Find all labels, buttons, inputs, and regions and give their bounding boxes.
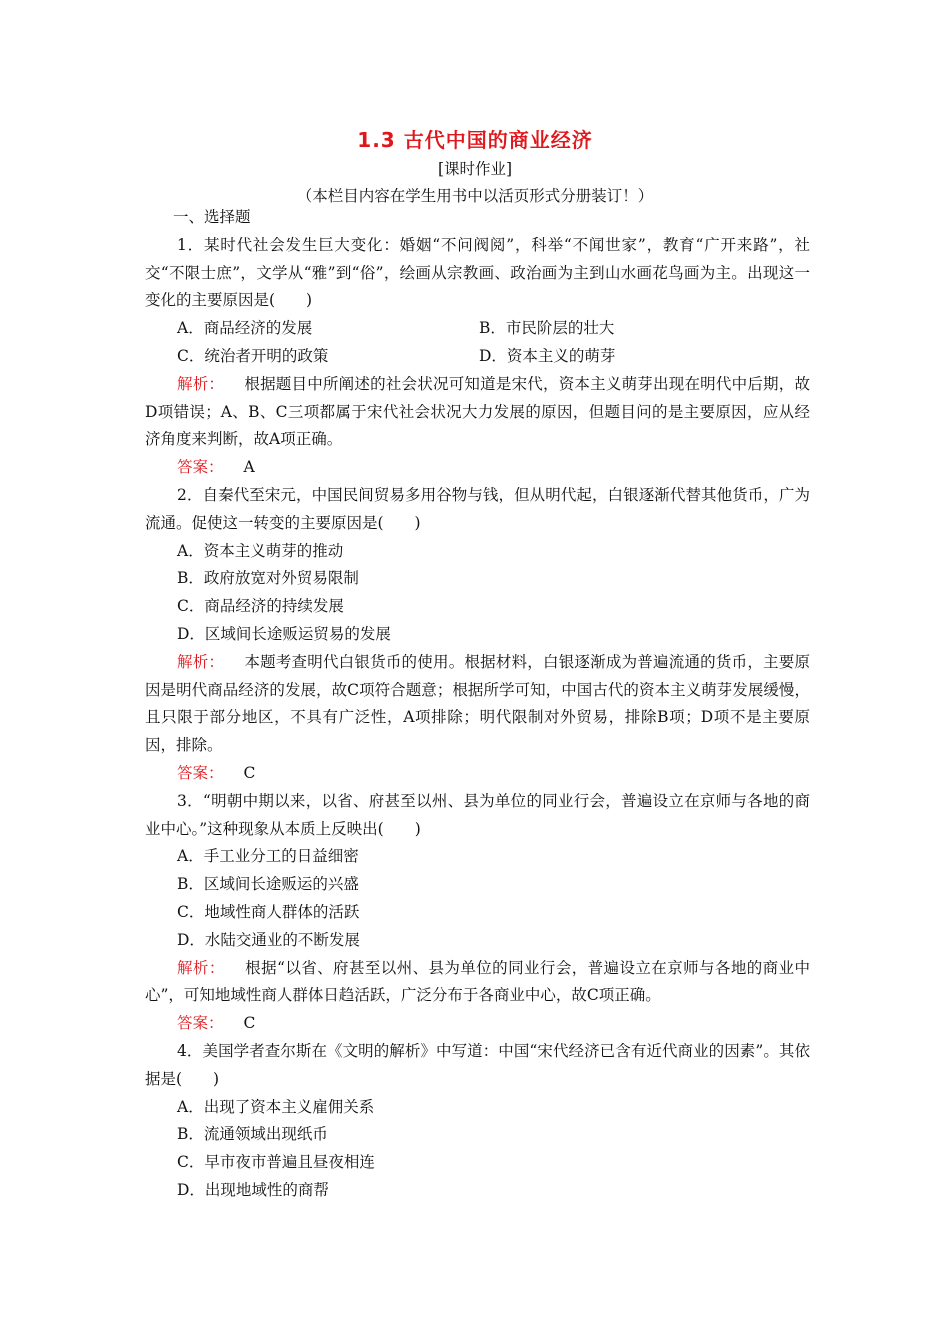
question-1-options-row-1 — [145, 315, 810, 343]
question-3-analysis — [145, 955, 810, 1011]
question-2-answer-value: C — [243, 763, 256, 782]
question-4-option-c: C．早市夜市普遍且昼夜相连 — [177, 1153, 375, 1172]
question-3-answer — [145, 1010, 810, 1038]
analysis-label: 解析： — [177, 374, 225, 393]
question-1-stem: 1．某时代社会发生巨大变化：婚姻“不问阀阅”，科举“不闻世家”，教育“广开来路”，社交“不限士庶”，文学从“雅”到“俗”，绘画从宗教画、政治画为主到山水画花鸟画为主。出现这一变化的主要原因是( ) — [145, 235, 810, 310]
question-2-stem: 2．自秦代至宋元，中国民间贸易多用谷物与钱，但从明代起，白银逐渐代替其他货币，广为流通。促使这一转变的主要原因是( ) — [145, 485, 810, 532]
question-2-answer — [145, 760, 810, 788]
question-1-option-b: B．市民阶层的壮大 — [479, 319, 615, 338]
question-1-answer — [145, 454, 810, 482]
question-3-analysis-text: 根据“以省、府甚至以州、县为单位的同业行会，普遍设立在京师与各地的商业中心”，可知地域性商人群体日趋活跃，广泛分布于各商业中心，故C项正确。 — [145, 958, 810, 1005]
analysis-label: 解析： — [177, 652, 225, 671]
binding-note: （本栏目内容在学生用书中以活页形式分册装订！） — [296, 187, 654, 205]
document-body — [145, 204, 810, 1205]
question-3-option-c: C．地域性商人群体的活跃 — [177, 902, 360, 921]
question-4-option-a: A．出现了资本主义雇佣关系 — [177, 1097, 375, 1116]
page-title: 1.3 古代中国的商业经济 — [357, 128, 593, 152]
question-1-option-d: D．资本主义的萌芽 — [479, 346, 616, 365]
question-3-answer-value: C — [243, 1014, 256, 1033]
question-2-option-d: D．区域间长途贩运贸易的发展 — [177, 624, 391, 643]
question-1-options-row-2 — [145, 343, 810, 371]
question-3-option-b: B．区域间长途贩运的兴盛 — [177, 875, 359, 894]
question-4-stem: 4．美国学者查尔斯在《文明的解析》中写道：中国“宋代经济已含有近代商业的因素”。其依据是( ) — [145, 1041, 810, 1088]
question-2-analysis — [145, 649, 810, 760]
section-heading: 一、选择题 — [173, 208, 251, 226]
page-subtitle: [课时作业] — [437, 160, 513, 178]
question-3-option-d: D．水陆交通业的不断发展 — [177, 930, 360, 949]
answer-label: 答案： — [177, 458, 224, 477]
question-1-analysis-text: 根据题目中所阐述的社会状况可知道是宋代，资本主义萌芽出现在明代中后期，故D项错误；A、B、C三项都属于宋代社会状况大力发展的原因，但题目问的是主要原因，应从经济角度来判断，故A项正确。 — [145, 374, 810, 449]
question-1-answer-value: A — [243, 458, 255, 477]
question-2-option-a: A．资本主义萌芽的推动 — [177, 541, 344, 560]
question-3-stem: 3．“明朝中期以来，以省、府甚至以州、县为单位的同业行会，普遍设立在京师与各地的商业中心。”这种现象从本质上反映出( ) — [145, 791, 810, 838]
question-2-option-b: B．政府放宽对外贸易限制 — [177, 569, 359, 588]
question-3-option-a: A．手工业分工的日益细密 — [177, 847, 359, 866]
question-2-option-c: C．商品经济的持续发展 — [177, 597, 344, 616]
question-2-analysis-text: 本题考查明代白银货币的使用。根据材料，白银逐渐成为普遍流通的货币，主要原因是明代商品经济的发展，故C项符合题意；根据所学可知，中国古代的资本主义萌芽发展缓慢，且只限于部分地区，不具有广泛性，A项排除；明代限制对外贸易，排除B项；D项不是主要原因，排除。 — [145, 652, 810, 755]
answer-label: 答案： — [177, 763, 224, 782]
answer-label: 答案： — [177, 1014, 224, 1033]
question-1-option-a: A．商品经济的发展 — [177, 319, 313, 338]
analysis-label: 解析： — [177, 958, 225, 977]
question-1-analysis — [145, 371, 810, 454]
question-4-option-d: D．出现地域性的商帮 — [177, 1180, 329, 1199]
question-1-option-c: C．统治者开明的政策 — [177, 346, 329, 365]
question-4-option-b: B．流通领域出现纸币 — [177, 1125, 328, 1144]
